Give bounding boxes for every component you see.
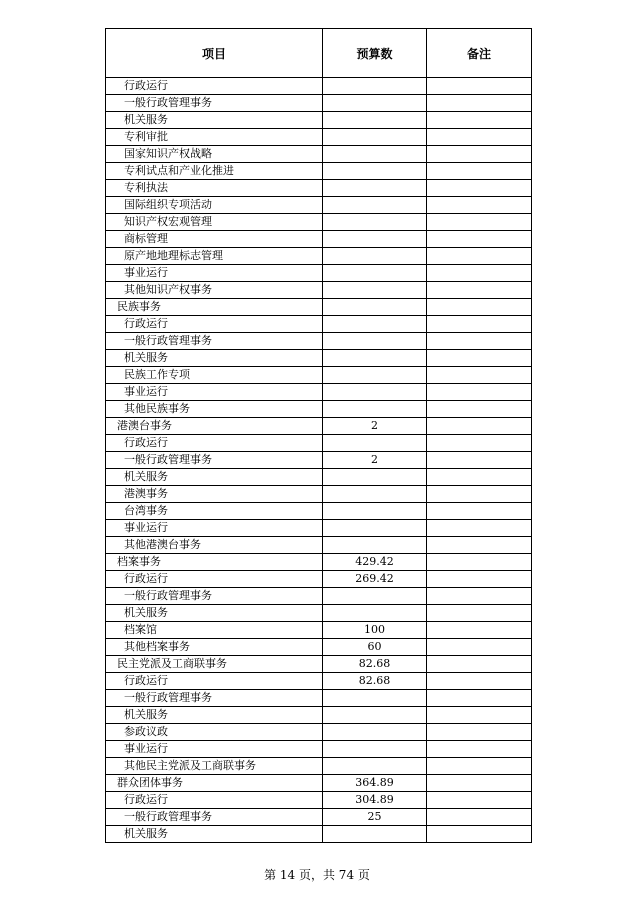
row-note	[427, 656, 532, 673]
row-note	[427, 367, 532, 384]
row-note	[427, 214, 532, 231]
row-budget-value: 2	[323, 418, 427, 435]
table-row	[106, 129, 532, 146]
row-note	[427, 129, 532, 146]
row-budget-value	[323, 163, 427, 180]
row-note	[427, 452, 532, 469]
row-note	[427, 792, 532, 809]
row-note	[427, 180, 532, 197]
table-row	[106, 707, 532, 724]
row-note	[427, 333, 532, 350]
row-item-name: 商标管理	[106, 231, 323, 248]
row-item-name: 行政运行	[106, 673, 323, 690]
row-note	[427, 384, 532, 401]
budget-table	[105, 28, 532, 843]
row-item-name: 其他港澳台事务	[106, 537, 323, 554]
row-note	[427, 435, 532, 452]
row-note	[427, 95, 532, 112]
row-item-name: 行政运行	[106, 792, 323, 809]
row-item-name: 专利审批	[106, 129, 323, 146]
row-note	[427, 146, 532, 163]
table-row	[106, 333, 532, 350]
row-item-name: 其他知识产权事务	[106, 282, 323, 299]
row-budget-value	[323, 537, 427, 554]
header-item: 项目	[106, 29, 323, 78]
row-item-name: 知识产权宏观管理	[106, 214, 323, 231]
table-row	[106, 146, 532, 163]
row-note	[427, 537, 532, 554]
row-item-name: 档案事务	[106, 554, 323, 571]
row-note	[427, 112, 532, 129]
row-item-name: 一般行政管理事务	[106, 452, 323, 469]
row-budget-value	[323, 333, 427, 350]
row-budget-value: 429.42	[323, 554, 427, 571]
row-note	[427, 520, 532, 537]
row-item-name: 港澳事务	[106, 486, 323, 503]
header-note: 备注	[427, 29, 532, 78]
row-item-name: 机关服务	[106, 826, 323, 843]
table-row	[106, 197, 532, 214]
row-budget-value: 60	[323, 639, 427, 656]
row-item-name: 事业运行	[106, 741, 323, 758]
row-note	[427, 809, 532, 826]
table-row	[106, 95, 532, 112]
row-budget-value: 82.68	[323, 673, 427, 690]
page-footer: 第 14 页，共 74 页	[264, 868, 370, 882]
table-row	[106, 486, 532, 503]
row-budget-value	[323, 299, 427, 316]
row-budget-value	[323, 384, 427, 401]
row-budget-value: 304.89	[323, 792, 427, 809]
row-note	[427, 707, 532, 724]
row-item-name: 专利执法	[106, 180, 323, 197]
table-row	[106, 503, 532, 520]
row-item-name: 参政议政	[106, 724, 323, 741]
table-row	[106, 639, 532, 656]
row-item-name: 档案馆	[106, 622, 323, 639]
row-budget-value	[323, 231, 427, 248]
row-budget-value	[323, 112, 427, 129]
header-row	[106, 29, 532, 78]
table-row	[106, 78, 532, 95]
row-budget-value	[323, 95, 427, 112]
row-item-name: 一般行政管理事务	[106, 809, 323, 826]
row-budget-value	[323, 350, 427, 367]
table-row	[106, 248, 532, 265]
table-row	[106, 792, 532, 809]
row-note	[427, 163, 532, 180]
row-budget-value	[323, 367, 427, 384]
row-note	[427, 231, 532, 248]
row-budget-value	[323, 435, 427, 452]
row-budget-value	[323, 707, 427, 724]
row-budget-value	[323, 486, 427, 503]
row-budget-value	[323, 588, 427, 605]
header-budget: 预算数	[323, 29, 427, 78]
row-item-name: 港澳台事务	[106, 418, 323, 435]
row-item-name: 机关服务	[106, 112, 323, 129]
row-item-name: 民族工作专项	[106, 367, 323, 384]
row-budget-value	[323, 401, 427, 418]
row-budget-value	[323, 690, 427, 707]
table-row	[106, 435, 532, 452]
row-note	[427, 401, 532, 418]
row-note	[427, 741, 532, 758]
table-row	[106, 554, 532, 571]
table-row	[106, 214, 532, 231]
table-row	[106, 520, 532, 537]
row-note	[427, 673, 532, 690]
row-note	[427, 724, 532, 741]
row-budget-value	[323, 469, 427, 486]
table-row	[106, 418, 532, 435]
row-note	[427, 299, 532, 316]
row-note	[427, 571, 532, 588]
row-item-name: 原产地地理标志管理	[106, 248, 323, 265]
table-row	[106, 163, 532, 180]
table-row	[106, 469, 532, 486]
table-row	[106, 316, 532, 333]
row-item-name: 其他民族事务	[106, 401, 323, 418]
row-budget-value	[323, 214, 427, 231]
row-budget-value: 100	[323, 622, 427, 639]
row-item-name: 一般行政管理事务	[106, 333, 323, 350]
table-row	[106, 622, 532, 639]
row-item-name: 机关服务	[106, 707, 323, 724]
table-row	[106, 605, 532, 622]
row-budget-value	[323, 265, 427, 282]
row-note	[427, 554, 532, 571]
table-row	[106, 690, 532, 707]
table-row	[106, 775, 532, 792]
table-row	[106, 571, 532, 588]
row-budget-value	[323, 197, 427, 214]
row-item-name: 民主党派及工商联事务	[106, 656, 323, 673]
row-note	[427, 282, 532, 299]
table-row	[106, 724, 532, 741]
row-note	[427, 639, 532, 656]
table-row	[106, 299, 532, 316]
row-item-name: 事业运行	[106, 265, 323, 282]
row-note	[427, 248, 532, 265]
row-budget-value	[323, 758, 427, 775]
row-budget-value	[323, 78, 427, 95]
row-note	[427, 316, 532, 333]
row-note	[427, 503, 532, 520]
row-budget-value	[323, 605, 427, 622]
row-item-name: 一般行政管理事务	[106, 95, 323, 112]
row-note	[427, 486, 532, 503]
row-note	[427, 265, 532, 282]
row-note	[427, 418, 532, 435]
row-budget-value: 364.89	[323, 775, 427, 792]
row-budget-value	[323, 316, 427, 333]
table-row	[106, 180, 532, 197]
row-note	[427, 588, 532, 605]
table-row	[106, 758, 532, 775]
table-row	[106, 809, 532, 826]
row-note	[427, 469, 532, 486]
table-row	[106, 537, 532, 554]
row-item-name: 民族事务	[106, 299, 323, 316]
row-note	[427, 775, 532, 792]
row-item-name: 一般行政管理事务	[106, 588, 323, 605]
table-row	[106, 826, 532, 843]
row-item-name: 机关服务	[106, 469, 323, 486]
table-row	[106, 350, 532, 367]
table-row	[106, 452, 532, 469]
table-row	[106, 112, 532, 129]
row-budget-value	[323, 520, 427, 537]
table-body	[106, 78, 532, 843]
table-row	[106, 741, 532, 758]
row-note	[427, 78, 532, 95]
row-item-name: 其他档案事务	[106, 639, 323, 656]
row-item-name: 行政运行	[106, 571, 323, 588]
table-row	[106, 656, 532, 673]
row-note	[427, 622, 532, 639]
row-budget-value	[323, 503, 427, 520]
row-note	[427, 758, 532, 775]
row-note	[427, 350, 532, 367]
row-budget-value: 25	[323, 809, 427, 826]
table-row	[106, 384, 532, 401]
table-row	[106, 282, 532, 299]
row-budget-value	[323, 826, 427, 843]
row-budget-value: 269.42	[323, 571, 427, 588]
row-budget-value	[323, 248, 427, 265]
row-item-name: 一般行政管理事务	[106, 690, 323, 707]
table-row	[106, 231, 532, 248]
row-budget-value: 2	[323, 452, 427, 469]
row-item-name: 其他民主党派及工商联事务	[106, 758, 323, 775]
table-row	[106, 588, 532, 605]
row-item-name: 机关服务	[106, 350, 323, 367]
row-budget-value	[323, 129, 427, 146]
row-item-name: 行政运行	[106, 78, 323, 95]
row-note	[427, 826, 532, 843]
row-item-name: 机关服务	[106, 605, 323, 622]
row-budget-value	[323, 741, 427, 758]
row-note	[427, 605, 532, 622]
row-item-name: 台湾事务	[106, 503, 323, 520]
row-item-name: 行政运行	[106, 316, 323, 333]
row-item-name: 事业运行	[106, 520, 323, 537]
row-item-name: 专利试点和产业化推进	[106, 163, 323, 180]
table-row	[106, 367, 532, 384]
row-budget-value	[323, 282, 427, 299]
row-budget-value	[323, 180, 427, 197]
row-budget-value	[323, 724, 427, 741]
row-note	[427, 197, 532, 214]
table-row	[106, 673, 532, 690]
table-row	[106, 265, 532, 282]
row-item-name: 行政运行	[106, 435, 323, 452]
row-item-name: 国家知识产权战略	[106, 146, 323, 163]
row-budget-value	[323, 146, 427, 163]
row-budget-value: 82.68	[323, 656, 427, 673]
row-item-name: 群众团体事务	[106, 775, 323, 792]
table-row	[106, 401, 532, 418]
row-item-name: 事业运行	[106, 384, 323, 401]
row-item-name: 国际组织专项活动	[106, 197, 323, 214]
row-note	[427, 690, 532, 707]
